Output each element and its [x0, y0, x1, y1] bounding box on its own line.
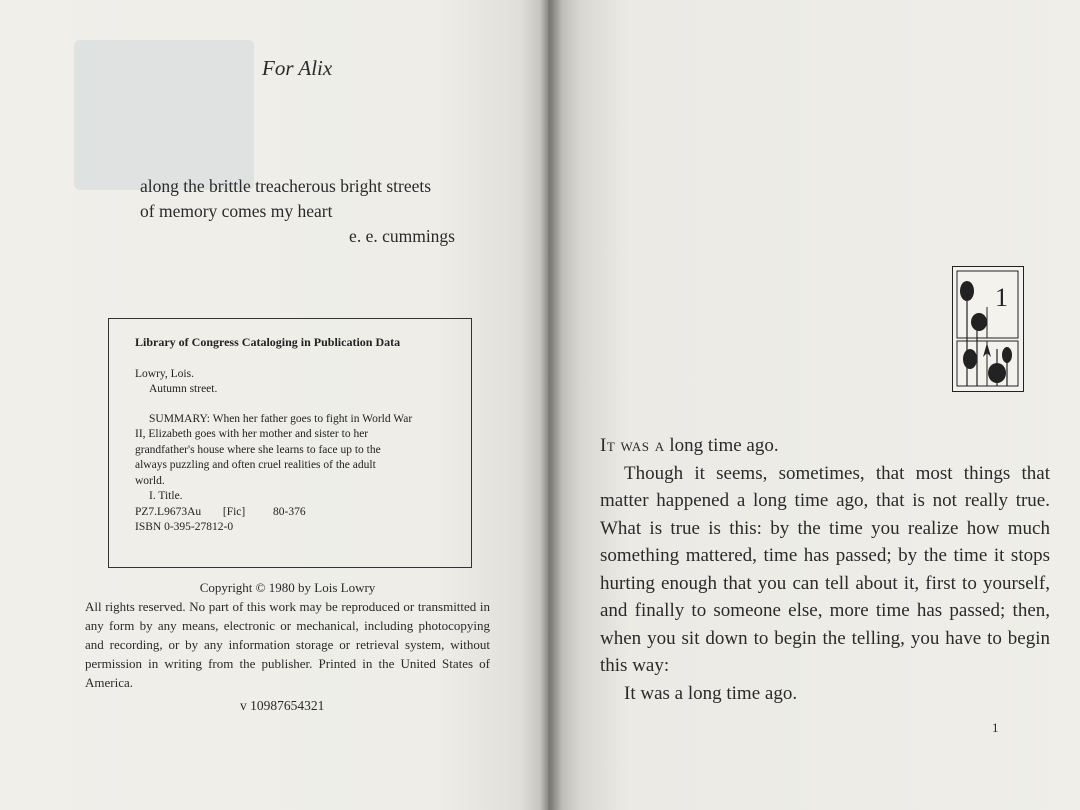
- copyright-line: Copyright © 1980 by Lois Lowry: [199, 580, 376, 595]
- cip-summary-line: world.: [135, 474, 165, 487]
- cip-summary-line: always puzzling and often cruel realities of the adult: [135, 459, 376, 471]
- cip-subject: I. Title.: [149, 490, 183, 502]
- epigraph-author: e. e. cummings: [349, 226, 455, 246]
- cip-summary-line: II, Elizabeth goes with her mother and sister to her: [135, 428, 369, 440]
- epigraph-line: of memory comes my heart: [140, 201, 333, 221]
- cip-call-line: [135, 505, 457, 521]
- opening-rest: long time ago.: [664, 435, 779, 456]
- cip-book-title: Autumn street.: [149, 383, 218, 395]
- cip-author: Lowry, Lois.: [135, 367, 194, 380]
- page-number: 1: [992, 720, 999, 735]
- book-gutter: [540, 0, 562, 810]
- opening-line: [600, 432, 1050, 460]
- cip-lc-number: 80-376: [272, 505, 306, 518]
- cip-call-number: PZ7.L9673Au: [135, 505, 202, 518]
- flower-ornament-icon: [953, 267, 1022, 390]
- epigraph-line: along the brittle treacherous bright streets: [140, 176, 432, 196]
- print-line: v 10987654321: [240, 698, 325, 713]
- show-through-shadow: [74, 40, 254, 190]
- opening-smallcaps: It was a: [600, 435, 665, 456]
- cip-summary-line: grandfather's house where she learns to face up to the: [135, 443, 381, 456]
- chapter-body: [600, 432, 1050, 707]
- cip-data-box: [108, 318, 472, 568]
- copyright-block: [85, 578, 490, 692]
- rights-statement: All rights reserved. No part of this work may be reproduced or transmitted in any form by any means, electronic or mechanical, including photocopying and recording, or by any information storage or retrieval system, without permission in writing from the publisher. Printed in the United States of America.: [85, 599, 490, 690]
- paragraph: Though it seems, sometimes, that most things that matter happened a long time ago, that is not really true. What is true is this: by the time you realize how much something mattered, time has passed; by the time it stops hurting enough that you can tell about it, first to yourself, and finally to someone else, more time has passed; then, when you sit down to begin the telling, you have to begin this way:: [600, 462, 1050, 676]
- cip-isbn: ISBN 0-395-27812-0: [135, 521, 234, 533]
- paragraph: It was a long time ago.: [624, 682, 798, 704]
- chapter-number: 1: [995, 283, 1008, 312]
- cip-title: Library of Congress Cataloging in Publication Data: [135, 335, 401, 349]
- cip-fic: [Fic]: [222, 505, 246, 518]
- dedication: For Alix: [262, 56, 333, 80]
- epigraph: [140, 174, 455, 249]
- cip-summary-line: SUMMARY: When her father goes to fight in World War: [149, 412, 413, 425]
- chapter-ornament: [952, 266, 1024, 392]
